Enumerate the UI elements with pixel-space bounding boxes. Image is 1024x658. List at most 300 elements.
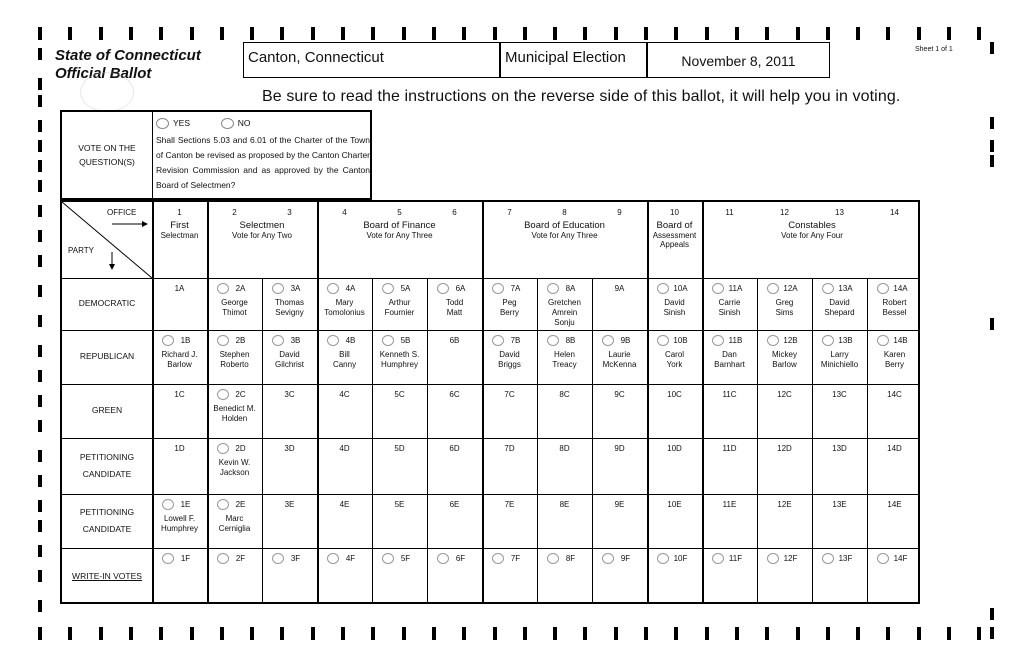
timing-mark — [917, 627, 921, 640]
vote-oval[interactable] — [272, 283, 284, 294]
position-code: 14F — [893, 554, 908, 563]
vote-oval[interactable] — [437, 553, 449, 564]
grid-hline — [62, 384, 920, 385]
timing-mark — [523, 27, 527, 40]
column-number: 6 — [452, 208, 457, 217]
office-title — [702, 220, 922, 240]
timing-mark — [705, 27, 709, 40]
candidate-name — [372, 350, 427, 370]
position-code: 9F — [620, 554, 631, 563]
timing-mark — [38, 48, 42, 60]
position-code: 10F — [673, 554, 688, 563]
timing-mark — [38, 545, 42, 557]
position-code: 1F — [180, 554, 191, 563]
vote-oval[interactable] — [602, 553, 614, 564]
vote-oval[interactable] — [822, 553, 834, 564]
vote-oval[interactable] — [217, 553, 229, 564]
position-code: 8E — [559, 500, 570, 509]
grid-vline — [152, 202, 154, 604]
party-label-line: CANDIDATE — [82, 524, 132, 534]
candidate-name-line: Larry — [830, 350, 849, 359]
instructions: Be sure to read the instructions on the reverse side of this ballot, it will help you in voting. — [262, 88, 901, 105]
position-code: 2F — [235, 554, 246, 563]
vote-oval[interactable] — [217, 499, 229, 510]
position-code: 12C — [777, 390, 792, 399]
grid-hline — [62, 278, 920, 279]
timing-mark — [977, 27, 981, 40]
timing-mark — [99, 27, 103, 40]
position-code: 5D — [394, 444, 405, 453]
vote-oval[interactable] — [712, 283, 724, 294]
candidate-name-line: Sevigny — [275, 308, 304, 317]
candidate-name — [262, 298, 317, 318]
timing-mark — [38, 627, 42, 640]
position-code: 7D — [504, 444, 515, 453]
candidate-name-line: Mary — [335, 298, 354, 307]
timing-mark — [553, 627, 557, 640]
timing-mark — [947, 627, 951, 640]
vote-oval[interactable] — [767, 553, 779, 564]
position-code: 2E — [235, 500, 246, 509]
timing-mark — [402, 27, 406, 40]
office-title — [317, 220, 482, 240]
timing-mark — [402, 627, 406, 640]
vote-oval[interactable] — [217, 335, 229, 346]
timing-mark — [990, 117, 994, 129]
vote-oval[interactable] — [327, 553, 339, 564]
timing-mark — [674, 27, 678, 40]
candidate-name-line: Humphrey — [381, 360, 418, 369]
timing-mark — [129, 627, 133, 640]
vote-oval[interactable] — [272, 553, 284, 564]
party-label-line: PETITIONING — [79, 507, 135, 517]
timing-mark — [68, 27, 72, 40]
vote-oval[interactable] — [822, 283, 834, 294]
vote-oval[interactable] — [602, 335, 614, 346]
vote-oval[interactable] — [712, 335, 724, 346]
vote-oval[interactable] — [382, 553, 394, 564]
timing-mark — [583, 627, 587, 640]
timing-mark — [129, 27, 133, 40]
office-subtitle: Vote for Any Three — [366, 231, 433, 240]
candidate-name-line: Richard J. — [161, 350, 198, 359]
timing-mark — [38, 120, 42, 132]
position-code: 8A — [565, 284, 576, 293]
timing-mark — [220, 627, 224, 640]
position-code: 7B — [510, 336, 521, 345]
office-subtitle-2: Appeals — [660, 240, 689, 249]
candidate-name — [317, 298, 372, 318]
office-name: Selectmen — [239, 220, 285, 231]
candidate-name-line: Sonju — [554, 318, 575, 327]
grid-hline — [62, 494, 920, 495]
position-code: 2A — [235, 284, 246, 293]
timing-mark — [990, 155, 994, 167]
date-box — [647, 42, 830, 78]
candidate-name — [647, 350, 702, 370]
vote-oval[interactable] — [657, 335, 669, 346]
position-code: 13F — [838, 554, 853, 563]
column-number: 3 — [287, 208, 292, 217]
position-code: 6E — [449, 500, 460, 509]
timing-mark — [493, 27, 497, 40]
position-code: 11C — [722, 390, 737, 399]
position-code: 7F — [510, 554, 521, 563]
candidate-name-line: Stephen — [219, 350, 250, 359]
timing-mark — [371, 27, 375, 40]
vote-oval[interactable] — [217, 443, 229, 454]
vote-oval[interactable] — [547, 553, 559, 564]
question-label — [62, 112, 153, 198]
candidate-name-line: David — [829, 298, 850, 307]
position-code: 4C — [339, 390, 350, 399]
position-code: 10D — [667, 444, 682, 453]
candidate-name-line: Karen — [883, 350, 906, 359]
candidate-name-line: Fournier — [384, 308, 415, 317]
office-title — [482, 220, 647, 240]
position-code: 1D — [174, 444, 185, 453]
candidate-name-line: Kenneth S. — [379, 350, 420, 359]
position-code: 9C — [614, 390, 625, 399]
position-code: 13B — [838, 336, 853, 345]
candidate-name — [647, 298, 702, 318]
position-code: 9E — [614, 500, 625, 509]
position-code: 9B — [620, 336, 631, 345]
timing-mark — [38, 370, 42, 382]
question-text: Shall Sections 5.03 and 6.01 of the Charter of the Town of Canton be revised as proposed by the Canton Charter Revision Commission and as approved by the Canton Board of Selectmen? — [156, 135, 370, 190]
position-code: 1E — [180, 500, 191, 509]
vote-oval[interactable] — [767, 335, 779, 346]
timing-mark — [38, 450, 42, 462]
timing-mark — [38, 420, 42, 432]
candidate-name — [702, 298, 757, 318]
candidate-name — [757, 350, 812, 370]
vote-oval[interactable] — [657, 553, 669, 564]
column-number: 8 — [562, 208, 567, 217]
candidate-name-line: Benedict M. — [213, 404, 256, 413]
timing-mark — [796, 627, 800, 640]
vote-oval[interactable] — [162, 553, 174, 564]
position-code: 5E — [394, 500, 405, 509]
candidate-name-line: Treacy — [552, 360, 577, 369]
position-code: 4F — [345, 554, 356, 563]
election-box — [500, 42, 647, 78]
position-code: 5A — [400, 284, 411, 293]
candidate-name-line: Barlow — [772, 360, 797, 369]
vote-oval[interactable] — [217, 283, 229, 294]
vote-oval[interactable] — [877, 553, 889, 564]
candidate-name — [812, 298, 867, 318]
timing-mark — [462, 627, 466, 640]
position-code: 5B — [400, 336, 411, 345]
candidate-name-line: Gretchen — [548, 298, 581, 307]
candidate-name — [537, 350, 592, 370]
timing-mark — [523, 627, 527, 640]
position-code: 11F — [728, 554, 743, 563]
timing-mark — [644, 627, 648, 640]
column-number: 13 — [835, 208, 844, 217]
position-code: 10A — [673, 284, 688, 293]
position-code: 5F — [400, 554, 411, 563]
timing-mark — [38, 345, 42, 357]
candidate-name-line: George — [221, 298, 248, 307]
candidate-name — [812, 350, 867, 370]
candidate-name-line: Gilchrist — [275, 360, 304, 369]
column-number: 11 — [725, 208, 734, 217]
timing-mark — [280, 627, 284, 640]
timing-mark — [432, 27, 436, 40]
candidate-name-line: Kevin W. — [218, 458, 251, 467]
vote-oval[interactable] — [382, 283, 394, 294]
vote-oval[interactable] — [492, 553, 504, 564]
party-label: PARTY — [68, 246, 94, 255]
position-code: 11E — [722, 500, 737, 509]
position-code: 12B — [783, 336, 798, 345]
timing-mark — [826, 627, 830, 640]
timing-mark — [38, 255, 42, 267]
candidate-name — [702, 350, 757, 370]
office-subtitle: Selectman — [160, 231, 199, 240]
vote-oval[interactable] — [657, 283, 669, 294]
timing-mark — [159, 27, 163, 40]
position-code: 11D — [722, 444, 737, 453]
position-code: 2D — [235, 444, 246, 453]
vote-oval[interactable] — [822, 335, 834, 346]
position-code: 11B — [728, 336, 743, 345]
candidate-name-line: David — [499, 350, 520, 359]
candidate-name — [427, 298, 482, 318]
timing-mark — [38, 180, 42, 192]
vote-oval[interactable] — [712, 553, 724, 564]
timing-mark — [371, 627, 375, 640]
position-code: 6C — [449, 390, 460, 399]
timing-mark — [280, 27, 284, 40]
timing-mark — [462, 27, 466, 40]
timing-mark — [990, 608, 994, 620]
vote-oval[interactable] — [767, 283, 779, 294]
timing-mark — [38, 475, 42, 487]
timing-mark — [735, 627, 739, 640]
timing-mark — [990, 42, 994, 54]
timing-mark — [38, 230, 42, 242]
candidate-name — [207, 404, 262, 424]
question-label-line2: QUESTION(S) — [79, 157, 135, 167]
candidate-name — [262, 350, 317, 370]
position-code: 6B — [449, 336, 460, 345]
vote-oval[interactable] — [492, 335, 504, 346]
no-label: NO — [237, 118, 251, 128]
candidate-name-line: Humphrey — [161, 524, 198, 533]
timing-mark — [38, 160, 42, 172]
timing-mark — [250, 627, 254, 640]
office-title — [152, 220, 207, 240]
position-code: 10B — [673, 336, 688, 345]
timing-mark — [311, 27, 315, 40]
candidate-name — [372, 298, 427, 318]
candidate-name-line: Minichiello — [820, 360, 859, 369]
candidate-name-line: Carrie — [718, 298, 741, 307]
vote-oval[interactable] — [877, 283, 889, 294]
candidate-name-line: Arthur — [388, 298, 411, 307]
column-number: 9 — [617, 208, 622, 217]
candidate-name — [317, 350, 372, 370]
candidate-name-line: Dan — [722, 350, 737, 359]
official-ballot-line: Official Ballot — [55, 65, 152, 82]
position-code: 4A — [345, 284, 356, 293]
candidate-name — [757, 298, 812, 318]
grid-vline — [647, 202, 649, 604]
position-code: 13D — [832, 444, 847, 453]
office-subtitle: Vote for Any Four — [781, 231, 843, 240]
candidate-name-line: David — [664, 298, 685, 307]
vote-oval[interactable] — [217, 389, 229, 400]
position-code: 7C — [504, 390, 515, 399]
position-code: 10C — [667, 390, 682, 399]
vote-oval[interactable] — [162, 499, 174, 510]
party-label-line: PETITIONING — [79, 452, 135, 462]
position-code: 4B — [345, 336, 356, 345]
candidate-name-line: Cerniglia — [218, 524, 251, 533]
timing-mark — [68, 627, 72, 640]
candidate-name — [482, 298, 537, 318]
candidate-name-line: Thimot — [222, 308, 247, 317]
party-row-label — [62, 504, 152, 538]
town-box — [243, 42, 500, 78]
candidate-name-line: Berry — [499, 308, 520, 317]
question-content — [156, 116, 370, 193]
vote-oval[interactable] — [877, 335, 889, 346]
timing-mark — [947, 27, 951, 40]
candidate-name-line: York — [666, 360, 683, 369]
timing-mark — [990, 627, 994, 639]
position-code: 3B — [290, 336, 301, 345]
vote-oval[interactable] — [327, 283, 339, 294]
office-name: First — [170, 220, 189, 231]
candidate-name-line: Mickey — [772, 350, 797, 359]
ballot-grid — [60, 200, 920, 604]
candidate-name-line: McKenna — [602, 360, 637, 369]
timing-mark — [38, 500, 42, 512]
candidate-name — [152, 514, 207, 534]
position-code: 2B — [235, 336, 246, 345]
position-code: 6F — [455, 554, 466, 563]
office-title — [207, 220, 317, 240]
position-code: 9D — [614, 444, 625, 453]
position-code: 6A — [455, 284, 466, 293]
position-code: 13C — [832, 390, 847, 399]
column-number: 14 — [890, 208, 899, 217]
candidate-name-line: David — [279, 350, 300, 359]
candidate-name — [537, 298, 592, 328]
timing-mark — [341, 27, 345, 40]
timing-mark — [856, 627, 860, 640]
position-code: 14A — [893, 284, 908, 293]
column-number: 12 — [780, 208, 789, 217]
candidate-name-line: Jackson — [219, 468, 250, 477]
position-code: 12E — [777, 500, 792, 509]
timing-mark — [38, 600, 42, 612]
position-code: 2C — [235, 390, 246, 399]
vote-oval[interactable] — [162, 335, 174, 346]
position-code: 3C — [284, 390, 295, 399]
candidate-name-line: Greg — [775, 298, 794, 307]
timing-mark — [38, 205, 42, 217]
position-code: 3E — [284, 500, 295, 509]
vote-oval[interactable] — [327, 335, 339, 346]
timing-mark — [614, 627, 618, 640]
position-code: 3F — [290, 554, 301, 563]
office-name: Board of Finance — [363, 220, 436, 231]
position-code: 11A — [728, 284, 743, 293]
timing-mark — [796, 27, 800, 40]
timing-mark — [38, 95, 42, 107]
vote-oval[interactable] — [272, 335, 284, 346]
position-code: 9A — [614, 284, 625, 293]
column-number: 4 — [342, 208, 347, 217]
position-code: 14E — [887, 500, 902, 509]
position-code: 13A — [838, 284, 853, 293]
position-code: 8C — [559, 390, 570, 399]
election-date: November 8, 2011 — [681, 53, 796, 69]
vote-oval[interactable] — [437, 283, 449, 294]
position-code: 1A — [174, 284, 185, 293]
position-code: 7A — [510, 284, 521, 293]
timing-mark — [674, 627, 678, 640]
timing-mark — [826, 27, 830, 40]
party-label-line: CANDIDATE — [82, 469, 132, 479]
timing-mark — [705, 627, 709, 640]
candidate-name-line: Matt — [446, 308, 463, 317]
timing-mark — [886, 627, 890, 640]
position-code: 10E — [667, 500, 682, 509]
candidate-name-line: Marc — [225, 514, 244, 523]
state-line: State of Connecticut — [55, 47, 201, 64]
position-code: 12F — [783, 554, 798, 563]
position-code: 7E — [504, 500, 515, 509]
timing-mark — [38, 315, 42, 327]
vote-oval[interactable] — [547, 283, 559, 294]
position-code: 1B — [180, 336, 191, 345]
timing-mark — [99, 627, 103, 640]
yes-oval[interactable] — [156, 118, 169, 129]
no-oval[interactable] — [221, 118, 234, 129]
party-row-label: GREEN — [91, 405, 123, 415]
vote-oval[interactable] — [382, 335, 394, 346]
candidate-name-line: Bill — [339, 350, 350, 359]
timing-mark — [38, 285, 42, 297]
timing-mark — [553, 27, 557, 40]
timing-mark — [886, 27, 890, 40]
ballot-title — [55, 47, 201, 83]
candidate-name-line: Sims — [775, 308, 794, 317]
candidate-name-line: Laurie — [608, 350, 631, 359]
question-box — [60, 110, 372, 200]
candidate-name-line: Helen — [554, 350, 575, 359]
timing-mark — [250, 27, 254, 40]
position-code: 14B — [893, 336, 908, 345]
office-label: OFFICE — [107, 208, 137, 217]
candidate-name-line: Shepard — [824, 308, 855, 317]
position-code: 5C — [394, 390, 405, 399]
state-seal — [80, 72, 134, 112]
grid-hline — [62, 438, 920, 439]
vote-oval[interactable] — [492, 283, 504, 294]
vote-oval[interactable] — [547, 335, 559, 346]
timing-mark — [341, 627, 345, 640]
position-code: 12A — [783, 284, 798, 293]
candidate-name — [152, 350, 207, 370]
candidate-name — [207, 458, 262, 478]
